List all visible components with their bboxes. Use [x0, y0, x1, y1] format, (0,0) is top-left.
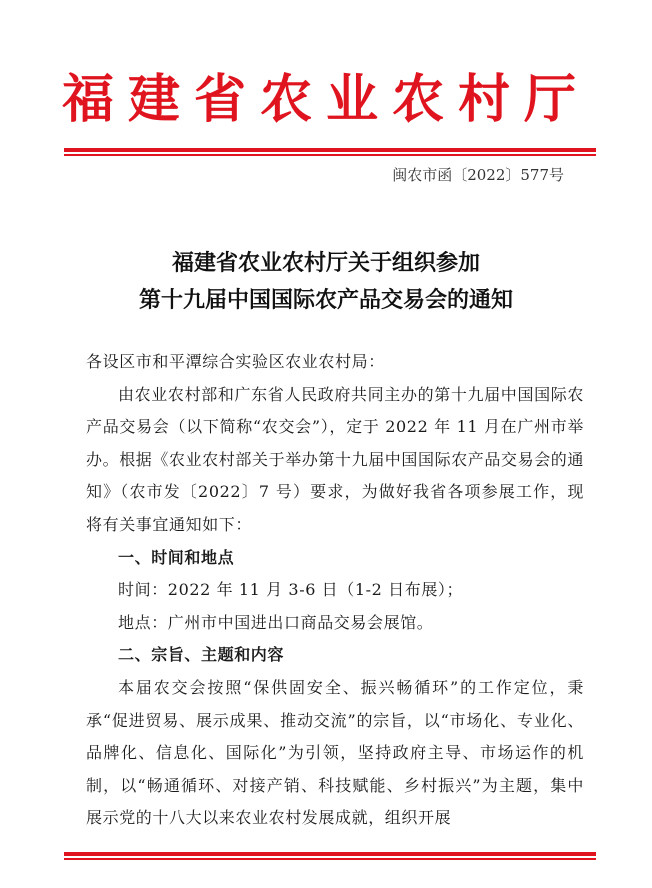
purpose-paragraph: 本届农交会按照“保供固安全、振兴畅循环”的工作定位，秉承“促进贸易、展示成果、推动交流”的宗旨，以“市场化、专业化、品牌化、信息化、国际化”为引领，坚持政府主导、市场运作的机制，以“畅通循环、对接产销、科技赋能、乡村振兴”为主题，集中展示党的十八大以来农业农村发展成就，组织开展: [86, 677, 584, 828]
document-body: [86, 346, 584, 835]
red-divider-thick: [64, 148, 596, 152]
document-number: 闽农市函〔2022〕577号: [392, 166, 564, 184]
time-line: 时间：2022 年 11 月 3-6 日（1-2 日布展）；: [118, 580, 464, 600]
addressee: 各设区市和平潭综合实验区农业农村局：: [86, 352, 385, 371]
intro-paragraph: 由农业农村部和广东省人民政府共同主办的第十九届中国国际农产品交易会（以下简称“农交会”），定于 2022 年 11 月在广州市举办。根据《农业农村部关于举办第十九届中国国际农产品交易会的通知》（农市发〔2022〕7 号）要求，为做好我省各项参展工作，现将有关事宜通知如下：: [86, 384, 585, 534]
red-divider-bottom-thin: [64, 858, 596, 860]
red-divider-bottom-thick: [64, 852, 596, 856]
document-title-line-2: 第十九届中国国际农产品交易会的通知: [138, 287, 513, 313]
section-heading-time-place: 一、时间和地点: [118, 547, 235, 567]
masthead-title: 福建省农业农村厅: [61, 69, 590, 130]
place-line: 地点：广州市中国进出口商品交易会展馆。: [118, 612, 434, 632]
section-heading-purpose: 二、宗旨、主题和内容: [118, 645, 285, 665]
document-title-line-1: 福建省农业农村厅关于组织参加: [171, 250, 480, 276]
red-divider-thin: [64, 154, 596, 156]
